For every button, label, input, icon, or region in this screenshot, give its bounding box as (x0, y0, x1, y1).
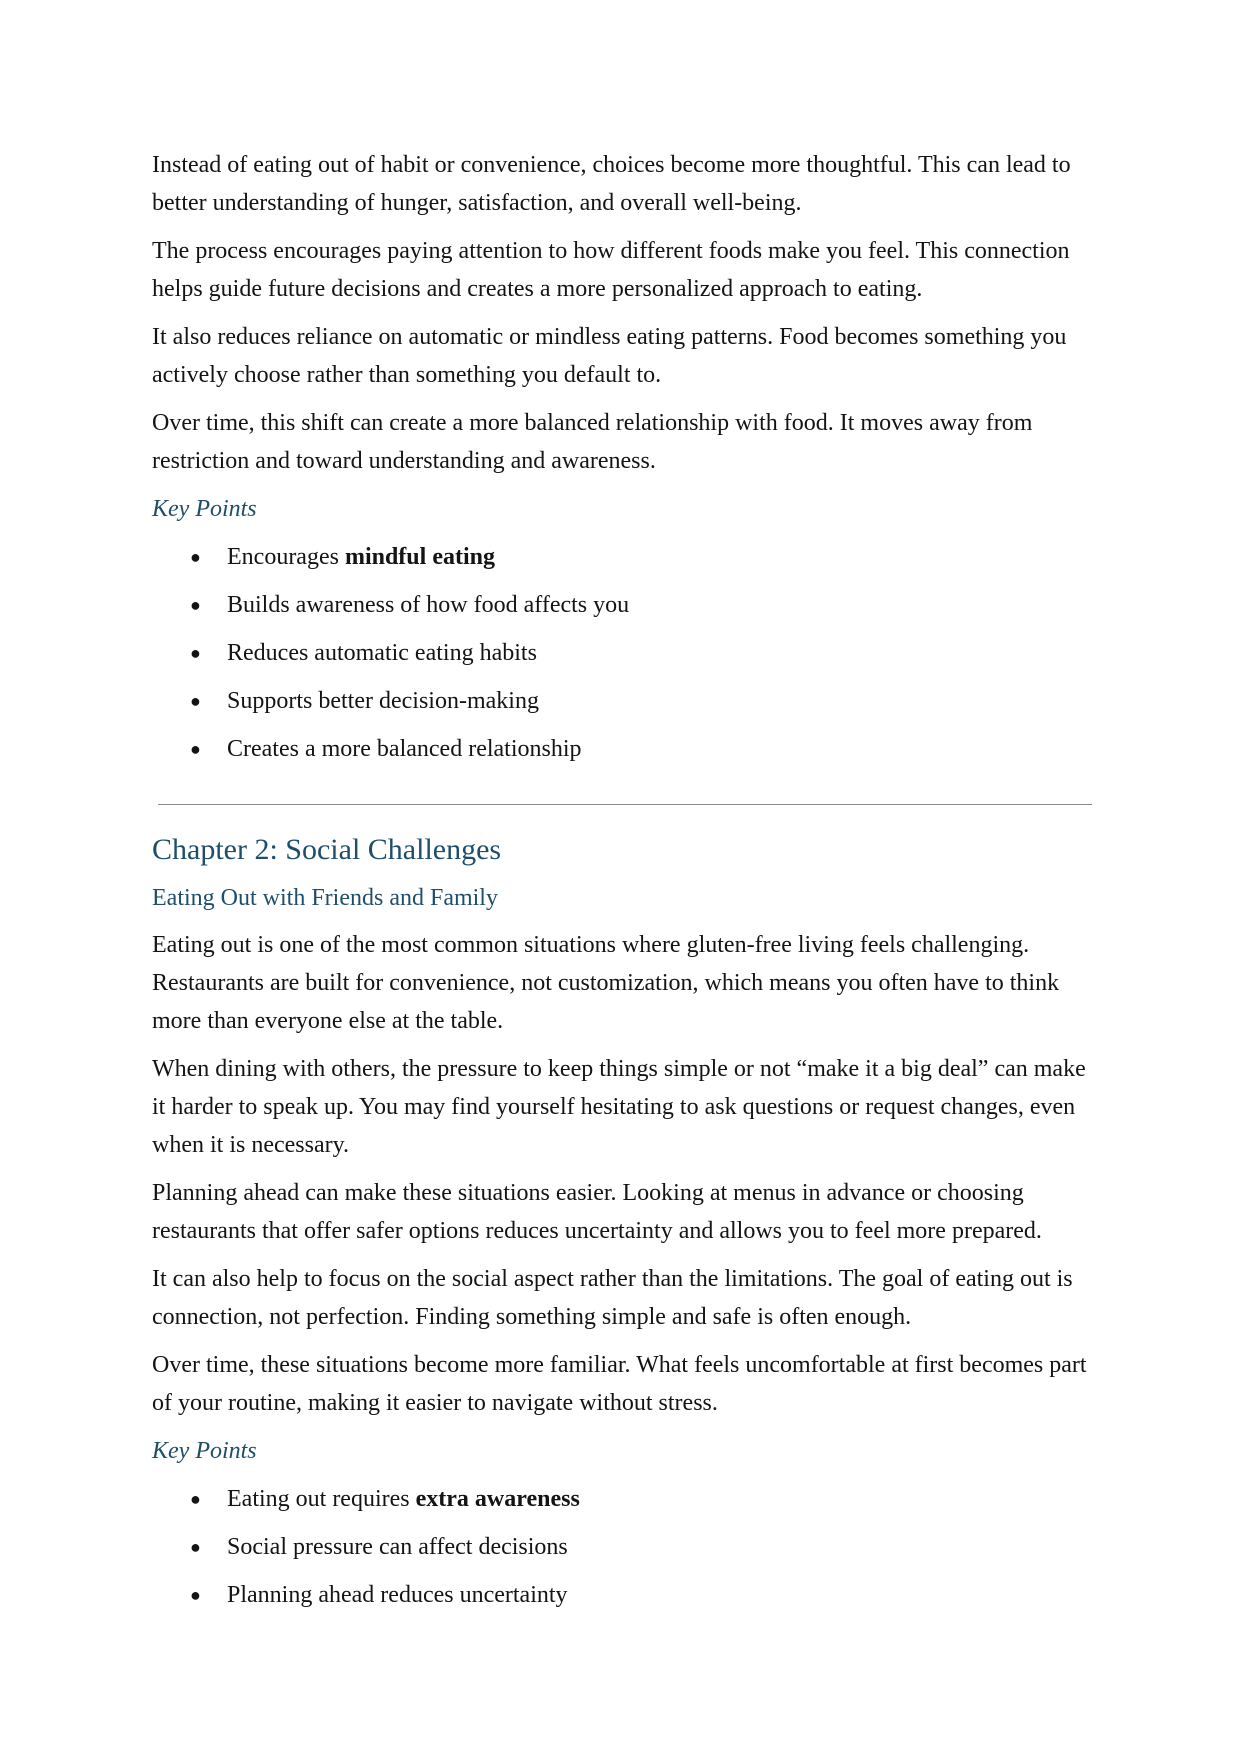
list-item-text: Planning ahead reduces uncertainty (227, 1582, 568, 1608)
list-item-text: Encourages (227, 544, 345, 570)
key-points-list (152, 538, 1102, 768)
bullet-icon: ● (190, 1489, 201, 1509)
list-item (152, 1576, 1102, 1614)
list-item (152, 1480, 1102, 1518)
list-item-text: Eating out requires (227, 1486, 416, 1512)
list-item (152, 538, 1102, 576)
key-points-label: Key Points (152, 496, 257, 522)
horizontal-divider (158, 804, 1092, 805)
bullet-icon: ● (190, 691, 201, 711)
list-item-text: Creates a more balanced relationship (227, 736, 582, 762)
list-item-bold: mindful eating (344, 544, 495, 570)
paragraph: Over time, this shift can create a more balanced relationship with food. It moves away from restriction and toward understanding and awareness. (152, 410, 1033, 474)
bullet-icon: ● (190, 1537, 201, 1557)
paragraph: Eating out is one of the most common situations where gluten-free living feels challenging. Restaurants are built for convenience, not customization, which means you often have to think more than everyone else at the table. (152, 932, 1060, 1034)
paragraph: Planning ahead can make these situations easier. Looking at menus in advance or choosing restaurants that offer safer options reduces uncertainty and allows you to feel more prepared. (152, 1180, 1042, 1244)
list-item (152, 682, 1102, 720)
list-item (152, 730, 1102, 768)
section-1 (152, 146, 1102, 778)
paragraph: Instead of eating out of habit or convenience, choices become more thoughtful. This can lead to better understanding of hunger, satisfaction, and overall well-being. (152, 152, 1071, 216)
list-item-text: Builds awareness of how food affects you (227, 592, 630, 618)
list-item-text: Social pressure can affect decisions (227, 1534, 568, 1560)
section-2 (152, 828, 1102, 1624)
paragraph: Over time, these situations become more familiar. What feels uncomfortable at first becomes part of your routine, making it easier to navigate without stress. (152, 1352, 1087, 1416)
list-item (152, 634, 1102, 672)
list-item (152, 1528, 1102, 1566)
list-item (152, 586, 1102, 624)
bullet-icon: ● (190, 595, 201, 615)
chapter-title: Chapter 2: Social Challenges (152, 833, 502, 866)
list-item-text: Supports better decision-making (227, 688, 539, 714)
paragraph: The process encourages paying attention to how different foods make you feel. This connection helps guide future decisions and creates a more personalized approach to eating. (152, 238, 1070, 302)
bullet-icon: ● (190, 1585, 201, 1605)
key-points-label: Key Points (152, 1438, 257, 1464)
section-subheading: Eating Out with Friends and Family (152, 885, 498, 911)
paragraph: It can also help to focus on the social aspect rather than the limitations. The goal of eating out is connection, not perfection. Finding something simple and safe is often enough. (152, 1266, 1073, 1330)
list-item-bold: extra awareness (415, 1486, 580, 1512)
paragraph: When dining with others, the pressure to keep things simple or not “make it a big deal” can make it harder to speak up. You may find yourself hesitating to ask questions or request changes, even when it is necessary. (152, 1056, 1086, 1158)
paragraph: It also reduces reliance on automatic or mindless eating patterns. Food becomes something you actively choose rather than something you default to. (152, 324, 1067, 388)
bullet-icon: ● (190, 547, 201, 567)
bullet-icon: ● (190, 739, 201, 759)
key-points-list (152, 1480, 1102, 1614)
list-item-text: Reduces automatic eating habits (227, 640, 537, 666)
bullet-icon: ● (190, 643, 201, 663)
